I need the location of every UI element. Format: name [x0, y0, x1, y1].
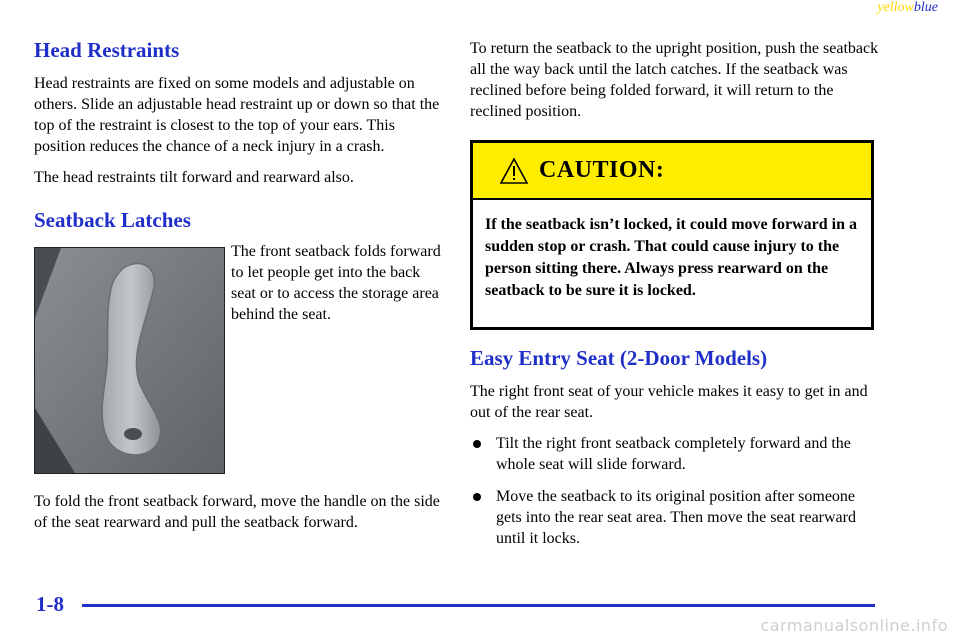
color-tag-blue: blue — [913, 0, 938, 15]
page-number: 1-8 — [36, 592, 64, 616]
head-restraints-heading: Head Restraints — [34, 38, 180, 62]
seatback-latches-side-text: The front seatback folds forward to let people get into the back seat or to access the storage area behind the seat. — [231, 243, 441, 324]
return-seatback-instructions: To return the seatback to the upright position, push the seatback all the way back until the latch catches. If the seatback was reclined before being folded forward, it will return to the reclined position. — [470, 40, 879, 120]
watermark: carmanualsonline.info — [760, 616, 948, 635]
easy-entry-seat-heading: Easy Entry Seat (2-Door Models) — [470, 346, 768, 370]
seatback-handle-photo — [34, 247, 225, 474]
list-item: Move the seatback to its original position after someone gets into the rear seat area. Then move the seat rearward until it locks. — [470, 486, 882, 549]
warning-triangle-icon — [499, 157, 529, 185]
color-tag — [877, 0, 938, 16]
head-restraints-paragraph-2: The head restraints tilt forward and rearward also. — [34, 169, 354, 187]
seatback-handle-illustration — [35, 248, 224, 473]
fold-seatback-instructions: To fold the front seatback forward, move the handle on the side of the seat rearward and pull the seatback forward. — [34, 493, 440, 532]
right-column — [470, 38, 882, 560]
footer-rule — [82, 604, 875, 607]
caution-title: CAUTION: — [539, 157, 665, 183]
color-tag-yellow: yellow — [877, 0, 914, 15]
left-column — [34, 38, 442, 533]
seatback-latches-heading: Seatback Latches — [34, 208, 191, 233]
list-item: Tilt the right front seatback completely forward and the whole seat will slide forward. — [470, 433, 882, 475]
seatback-latch-figure-row — [34, 243, 442, 479]
easy-entry-intro: The right front seat of your vehicle makes it easy to get in and out of the rear seat. — [470, 383, 868, 422]
caution-box — [470, 140, 874, 330]
caution-header — [473, 143, 871, 200]
head-restraints-paragraph-1: Head restraints are fixed on some models and adjustable on others. Slide an adjustable head restraint up or down so that the top of the restraint is closest to the top of your ears. This position reduces the chance of a neck injury in a crash. — [34, 75, 440, 156]
easy-entry-steps — [470, 433, 882, 549]
bullet-icon — [473, 440, 481, 448]
bullet-icon — [473, 493, 481, 501]
caution-body-text: If the seatback isn’t locked, it could move forward in a sudden stop or crash. That could cause injury to the person sitting there. Always press rearward on the seatback to be sure it is locked. — [485, 216, 857, 299]
